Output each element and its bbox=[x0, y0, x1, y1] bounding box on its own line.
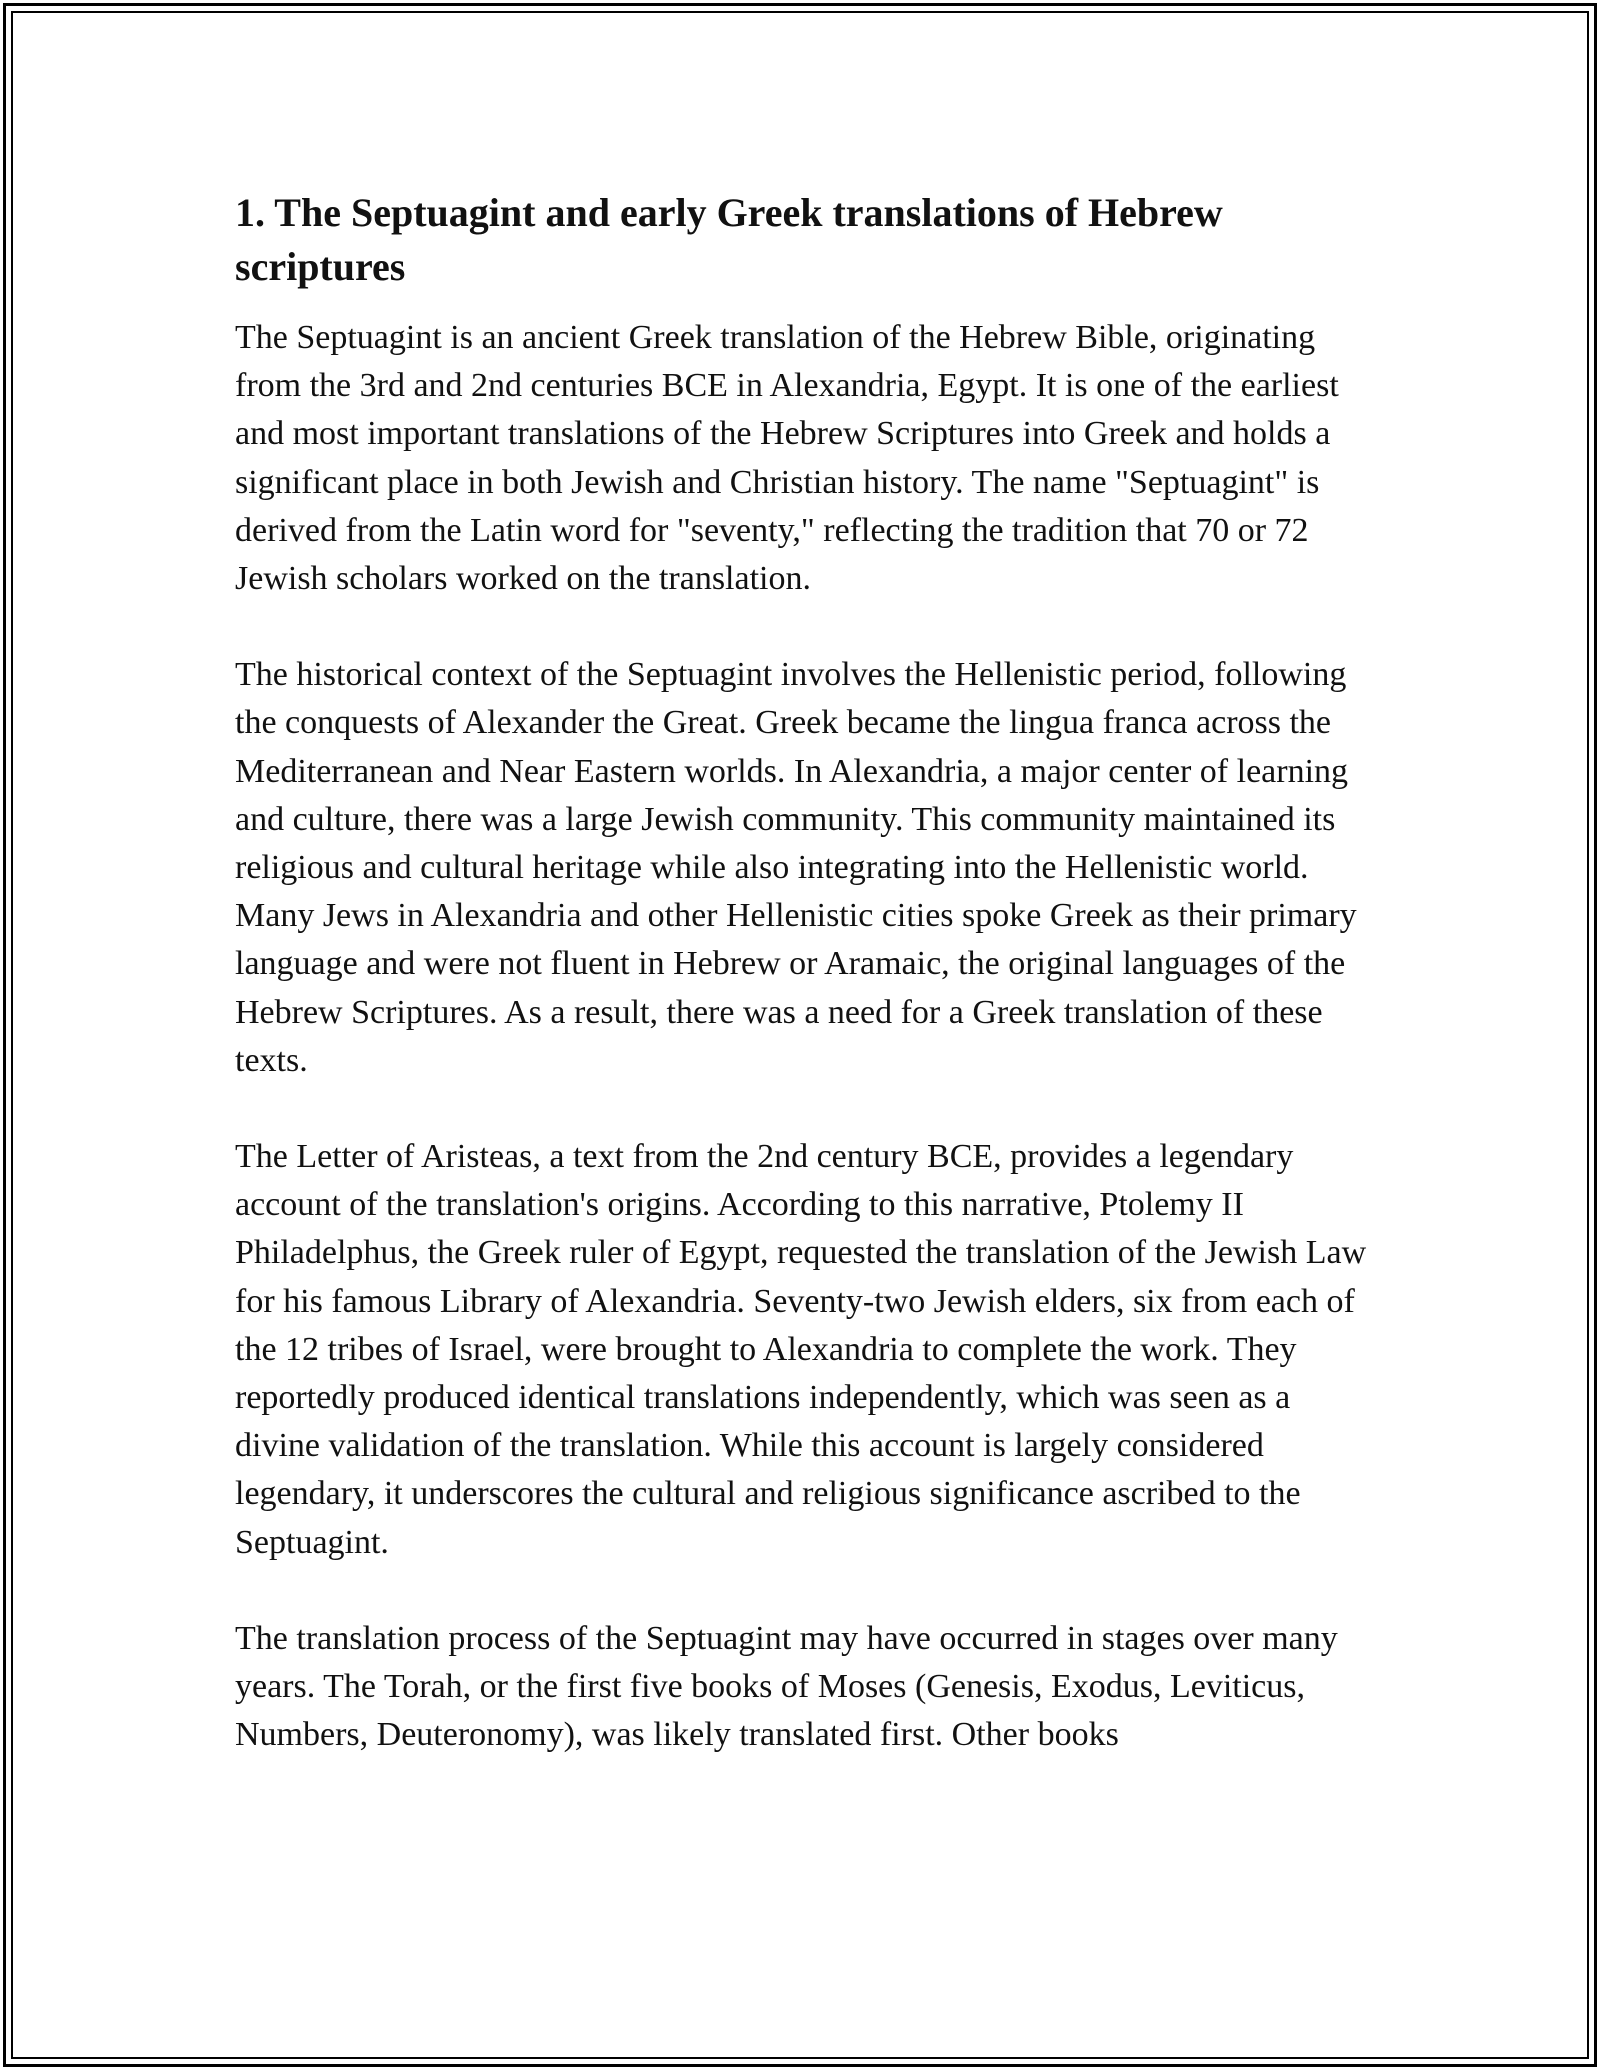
paragraph-septuagint-intro: The Septuagint is an ancient Greek translation of the Hebrew Bible, originating from the 3rd and 2nd centuries BCE in Alexandria, Egypt. It is one of the earliest and most important translations of the Hebrew Scriptures into Greek and holds a significant place in both Jewish and Christian history. The name "Septuagint" is derived from the Latin word for "seventy," reflecting the tradition that 70 or 72 Jewish scholars worked on the translation. bbox=[235, 319, 1339, 598]
document-body bbox=[235, 186, 1375, 1807]
section-heading: 1. The Septuagint and early Greek translations of Hebrew scriptures bbox=[235, 190, 1223, 289]
paragraph-letter-of-aristeas: The Letter of Aristeas, a text from the 2nd century BCE, provides a legendary account of the translation's origins. According to this narrative, Ptolemy II Philadelphus, the Greek ruler of Egypt, requested the translation of the Jewish Law for his famous Library of Alexandria. Seventy-two Jewish elders, six from each of the 12 tribes of Israel, were brought to Alexandria to complete the work. They reportedly produced identical translations independently, which was seen as a divine validation of the translation. While this account is largely considered legendary, it underscores the cultural and religious significance ascribed to the Septuagint. bbox=[235, 1138, 1367, 1561]
paragraph-translation-process: The translation process of the Septuagint may have occurred in stages over many years. The Torah, or the first five books of Moses (Genesis, Exodus, Leviticus, Numbers, Deuteronomy), was likely translated first. Other books bbox=[235, 1619, 1338, 1754]
paragraph-historical-context: The historical context of the Septuagint involves the Hellenistic period, following the conquests of Alexander the Great. Greek became the lingua franca across the Mediterranean and Near Eastern worlds. In Alexandria, a major center of learning and culture, there was a large Jewish community. This community maintained its religious and cultural heritage while also integrating into the Hellenistic world. Many Jews in Alexandria and other Hellenistic cities spoke Greek as their primary language and were not fluent in Hebrew or Aramaic, the original languages of the Hebrew Scriptures. As a result, there was a need for a Greek translation of these texts. bbox=[235, 656, 1357, 1079]
